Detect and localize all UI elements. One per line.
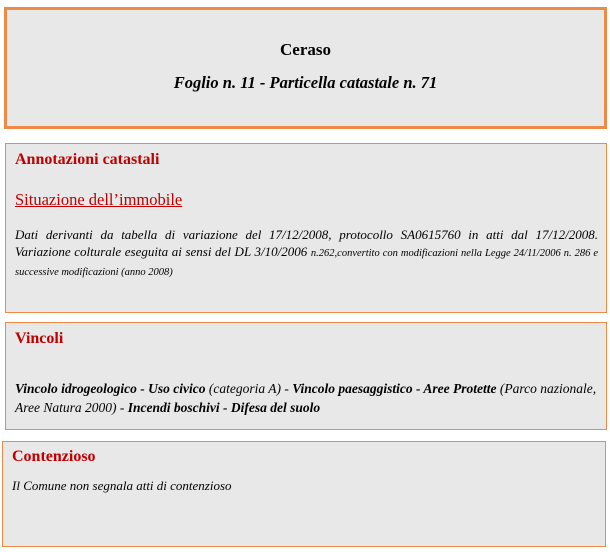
annotazioni-section bbox=[5, 143, 607, 313]
contenzioso-body: Il Comune non segnala atti di contenzioso bbox=[12, 478, 232, 493]
vincoli-body bbox=[15, 379, 598, 417]
vincolo-text-run: - bbox=[136, 381, 149, 396]
contenzioso-title: Contenzioso bbox=[12, 448, 96, 465]
vincolo-text-run: (Parco nazionale, Aree Natura 2000) - bbox=[15, 381, 597, 415]
annotazioni-title: Annotazioni catastali bbox=[15, 151, 160, 168]
annotazioni-body bbox=[15, 226, 598, 281]
annotazioni-subtitle: Situazione dell’immobile bbox=[15, 190, 183, 209]
vincolo-text-run: Difesa del suolo bbox=[230, 400, 321, 415]
vincolo-text-run: Aree Protette bbox=[423, 381, 497, 396]
vincolo-text-run: Incendi boschivi bbox=[127, 400, 220, 415]
page-subtitle: Foglio n. 11 - Particella catastale n. 71 bbox=[173, 73, 438, 92]
vincolo-text-run: - bbox=[219, 400, 231, 415]
annotazioni-body-small: n.262,convertito con modificazioni nella Legge 24/11/2006 n. 286 e successive modificazioni (anno 2008) bbox=[15, 248, 598, 278]
contenzioso-section bbox=[2, 441, 606, 547]
vincolo-text-run: (categoria A) - bbox=[205, 381, 293, 396]
page-title: Ceraso bbox=[280, 40, 331, 59]
header-box bbox=[4, 7, 607, 129]
vincoli-section bbox=[5, 322, 607, 430]
vincolo-text-run: Vincolo idrogeologico bbox=[15, 381, 137, 396]
annotazioni-body-main: Dati derivanti da tabella di variazione del 17/12/2008, protocollo SA0615760 in atti dal 17/12/2008. Variazione colturale eseguita ai sensi del DL 3/10/2006 bbox=[15, 227, 598, 259]
vincolo-text-run: - bbox=[412, 381, 424, 396]
vincoli-title: Vincoli bbox=[15, 330, 64, 347]
vincolo-text-run: Vincolo paesaggistico bbox=[292, 381, 413, 396]
vincolo-text-run: Uso civico bbox=[148, 381, 206, 396]
